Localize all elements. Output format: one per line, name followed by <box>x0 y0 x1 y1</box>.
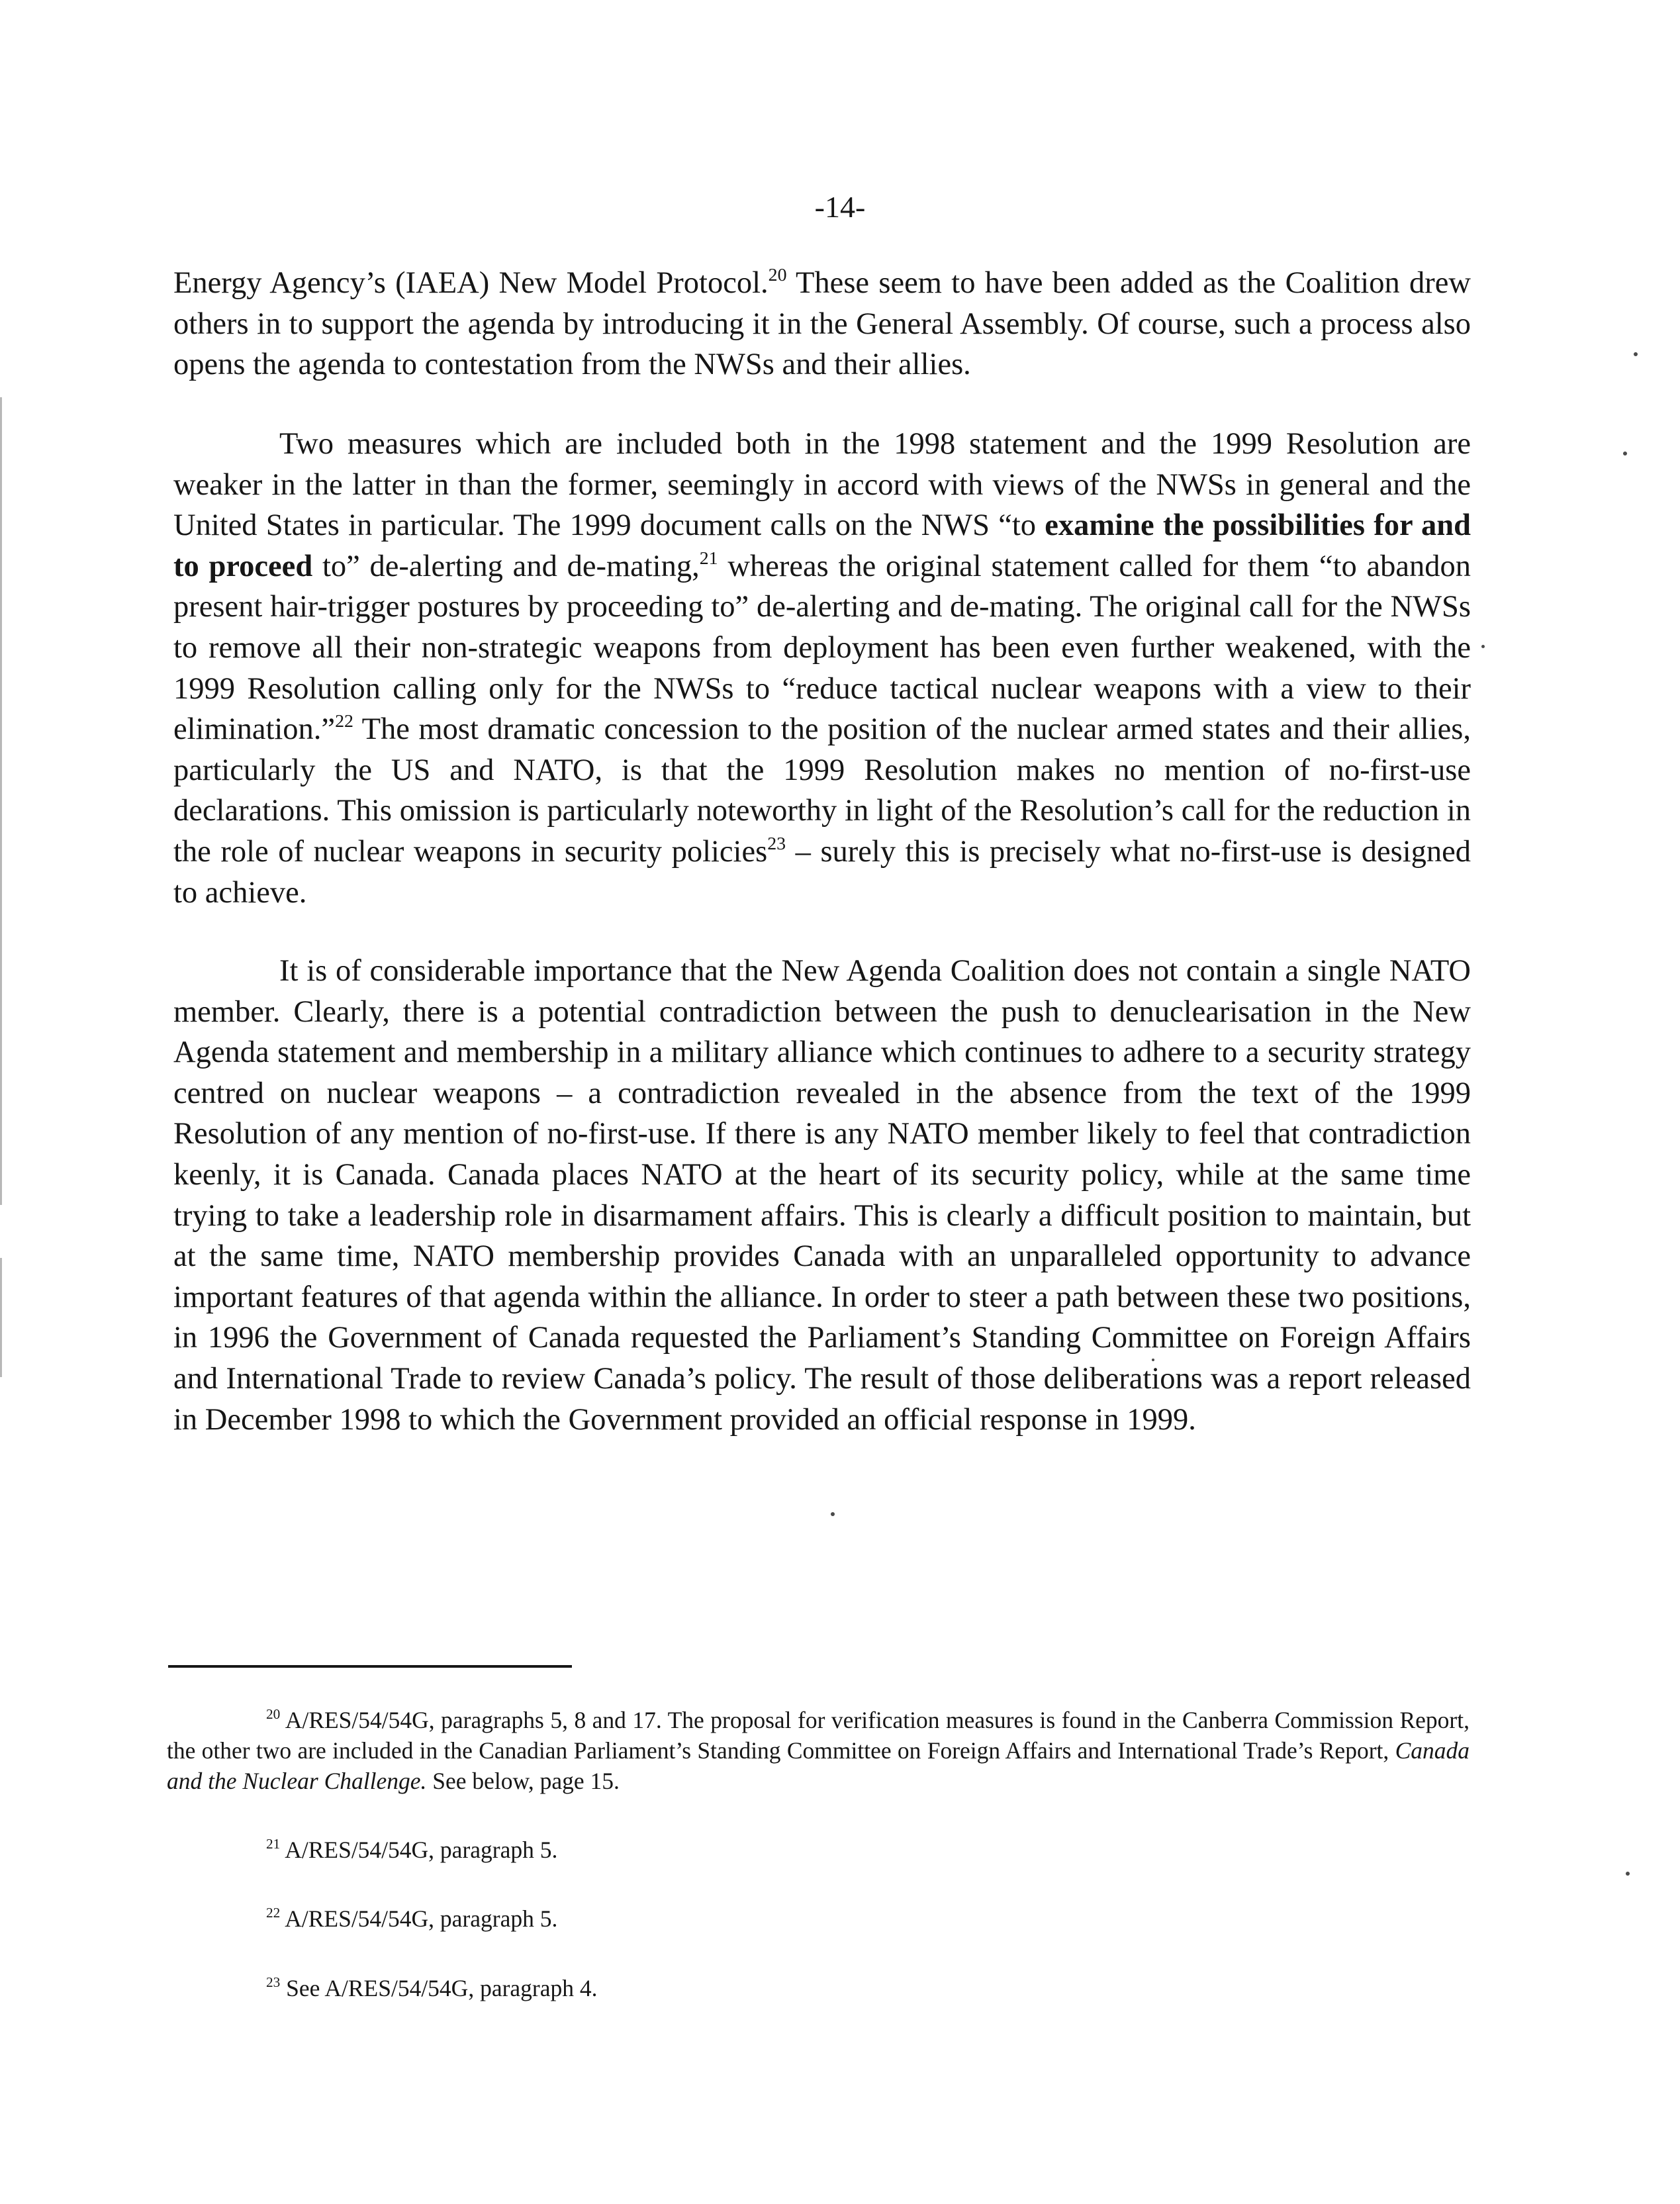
footnote-divider <box>168 1665 572 1668</box>
scan-speck <box>831 1512 835 1516</box>
footnote-number: 21 <box>266 1836 281 1852</box>
bold-emphasis: examine the possibilities for and to proceed <box>173 508 1471 583</box>
footnote-21 <box>167 1835 1470 1865</box>
scan-speck <box>1481 645 1485 648</box>
footnote-22 <box>167 1903 1470 1934</box>
paragraph-nato: It is of considerable importance that the New Agenda Coalition does not contain a single NATO member. Clearly, there is a potential contradiction between the push to denuclearisation in the New Agenda statement and membership in a military alliance which continues to adhere to a security strategy centred on nuclear weapons – a contradiction revealed in the absence from the text of the 1999 Resolution of any mention of no-first-use. If there is any NATO member likely to feel that contradiction keenly, it is Canada. Canada places NATO at the heart of its security policy, while at the same time trying to take a leadership role in disarmament affairs. This is clearly a difficult position to maintain, but at the same time, NATO membership provides Canada with an unparalleled opportunity to advance important features of that agenda within the alliance. In order to steer a path between these two positions, in 1996 the Government of Canada requested the Parliament’s Standing Committee on Foreign Affairs and International Trade to review Canada’s policy. The result of those deliberations was a report released in December 1998 to which the Government provided an official response in 1999. <box>173 954 1471 1437</box>
footnote-20 <box>167 1705 1470 1796</box>
footnote-number: 20 <box>266 1706 281 1723</box>
footnote-23 <box>167 1973 1470 2003</box>
footnote-ref-22[interactable]: 22 <box>335 711 353 732</box>
paragraph-continuation <box>173 263 1471 385</box>
paragraph-text: The most dramatic concession to the position of the nuclear armed states and their allies, particularly the US and NATO, is that the 1999 Resolution makes no mention of no-first-use declarations. This omission is particularly noteworthy in light of the Resolution’s call for the reduction in the role of nuclear weapons in security policies <box>173 712 1471 869</box>
paragraph-text: Energy Agency’s (IAEA) New Model Protocol. <box>173 266 769 300</box>
footnote-ref-23[interactable]: 23 <box>767 833 786 854</box>
footnote-number: 22 <box>266 1905 281 1921</box>
footnote-text: A/RES/54/54G, paragraph 5. <box>280 1837 558 1863</box>
scan-speck <box>1634 352 1638 356</box>
footnote-text: A/RES/54/54G, paragraph 5. <box>280 1905 558 1932</box>
scan-edge-line <box>0 397 2 1205</box>
footnote-ref-20[interactable]: 20 <box>768 264 787 285</box>
scan-speck <box>1626 1872 1630 1876</box>
footnote-text: See below, page 15. <box>426 1768 620 1794</box>
footnote-text: A/RES/54/54G, paragraphs 5, 8 and 17. The proposal for verification measures is found in the Canberra Commission Report, the other two are included in the Canadian Parliament’s Standing Committee on Foreign Affairs and International Trade’s Report, <box>167 1707 1470 1764</box>
paragraph-text: These seem to have been added as the Coalition drew others in to support the agenda by introducing it in the General Assembly. Of course, such a process also opens the agenda to contestation from the NWSs and their allies. <box>173 266 1471 382</box>
paragraph-text: whereas the original statement called for them “to abandon present hair-trigger postures by proceeding to” de-alerting and de-mating. The original call for the NWSs to remove all their non-strategic weapons from deployment has been even further weakened, with the 1999 Resolution calling only for the NWSs to “reduce tactical nuclear weapons with a view to their elimination.” <box>173 549 1471 747</box>
paragraph-text: – surely this is precisely what no-first-use is designed to achieve. <box>173 834 1471 910</box>
paragraph-measures <box>173 424 1471 913</box>
page-number: -14- <box>814 190 866 224</box>
scan-speck <box>1623 452 1627 455</box>
paragraph-text: to” de-alerting and de-mating, <box>312 549 700 583</box>
paragraph-text: Two measures which are included both in the 1998 statement and the 1999 Resolution are weaker in the latter in than the former, seemingly in accord with views of the NWSs in general and the United States in particular. The 1999 document calls on the NWS “to <box>173 427 1471 543</box>
footnote-text: See A/RES/54/54G, paragraph 4. <box>280 1975 598 2001</box>
footnote-ref-21[interactable]: 21 <box>699 548 718 569</box>
footnote-report-title: Canada and the Nuclear Challenge. <box>167 1737 1470 1794</box>
footnote-number: 23 <box>266 1974 281 1991</box>
scan-edge-line <box>0 1258 2 1377</box>
